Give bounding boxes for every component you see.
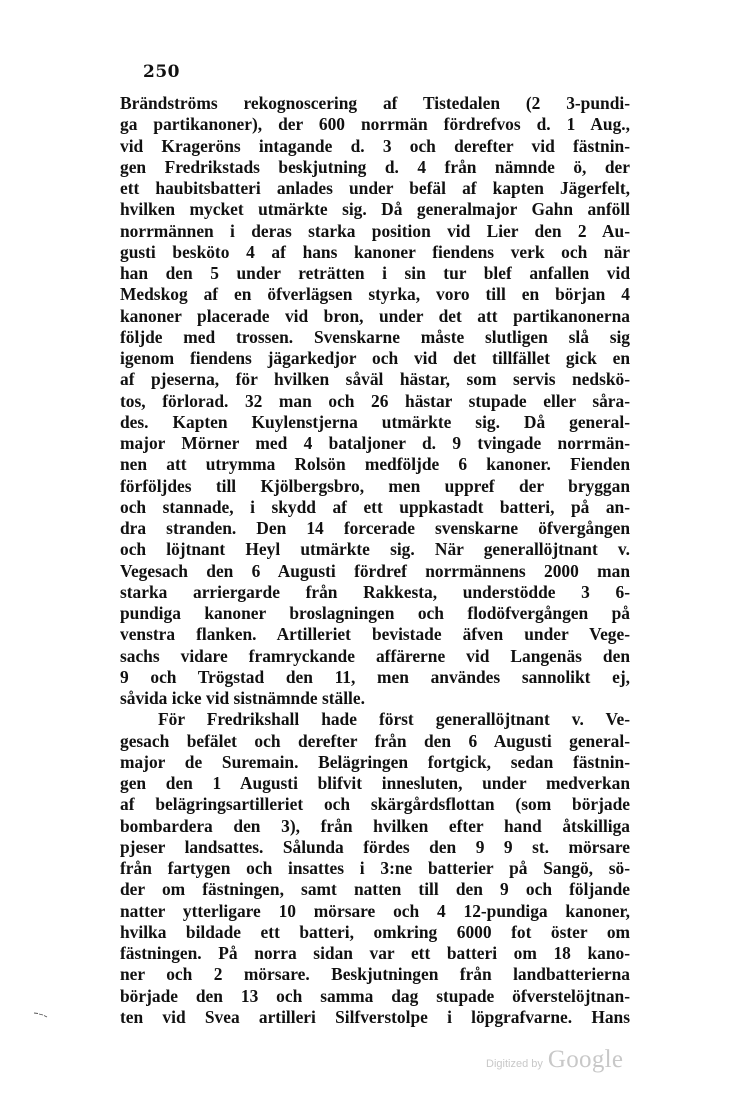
google-watermark	[486, 1046, 623, 1074]
text-line: från fartygen och insattes i 3:ne batterier på Sangö, sö-	[120, 858, 630, 878]
watermark-prefix: Digitized by	[486, 1058, 543, 1070]
google-logo: Google	[547, 1046, 624, 1073]
text-line: starka arriergarde från Rakkesta, understödde 3 6-	[120, 581, 630, 602]
text-line: nen att utrymma Rolsön medföljde 6 kanoner. Fienden	[120, 454, 630, 475]
text-line: ett haubitsbatteri anlades under befäl af kapten Jägerfelt,	[120, 178, 630, 198]
text-line: han den 5 under reträtten i sin tur blef anfallen vid	[120, 263, 630, 283]
text-line: ga partikanoner), der 600 norrmän fördrefvos d. 1 Aug.,	[120, 114, 630, 135]
scan-mark-icon	[34, 1012, 48, 1018]
text-line: 9 och Trögstad den 11, men användes sannolikt ej,	[120, 666, 630, 687]
text-line: och löjtnant Heyl utmärkte sig. När generallöjtnant v.	[120, 539, 630, 560]
text-line: vid Krageröns intagande d. 3 och derefter vid fästnin-	[120, 135, 630, 156]
text-line: af pjeserna, för hvilken såväl hästar, som servis nedskö-	[120, 369, 630, 390]
text-line: sachs vidare framryckande affärerne vid Langenäs den	[120, 645, 630, 666]
text-line: bombardera den 3), från hvilken efter hand åtskilliga	[120, 815, 630, 836]
text-line: major de Suremain. Belägringen fortgick, sedan fästnin-	[120, 751, 630, 772]
text-line: Brändströms rekognoscering af Tistedalen (2 3-pundi-	[120, 93, 630, 113]
text-line: pundiga kanoner broslagningen och flodöfvergången på	[120, 603, 630, 623]
text-line: hvilken mycket utmärkte sig. Då generalmajor Gahn anföll	[120, 199, 630, 220]
text-line: gesach befälet och derefter från den 6 Augusti general-	[120, 730, 630, 751]
text-line: såvida icke vid sistnämnde ställe.	[120, 688, 365, 708]
text-line: ner och 2 mörsare. Beskjutningen från landbatterierna	[120, 964, 630, 985]
text-line: gusti besköto 4 af hans kanoner fiendens verk och när	[120, 241, 630, 262]
text-line: dra stranden. Den 14 forcerade svenskarne öfvergången	[120, 518, 630, 538]
text-line: Medskog af en öfverlägsen styrka, voro till en början 4	[120, 284, 630, 305]
text-line: venstra flanken. Artilleriet bevistade äfven under Vege-	[120, 624, 630, 645]
text-line: började den 13 och samma dag stupade öfverstelöjtnan-	[120, 985, 630, 1006]
text-line: norrmännen i deras starka position vid Lier den 2 Au-	[120, 220, 630, 241]
text-line: gen Fredrikstads beskjutning d. 4 från nämnde ö, der	[120, 156, 630, 177]
text-line: major Mörner med 4 bataljoner d. 9 tvingade norrmän-	[120, 433, 630, 453]
text-line: och stannade, i skydd af ett uppkastadt batteri, på an-	[120, 496, 630, 517]
text-line: tos, förlorad. 32 man och 26 hästar stupade eller såra-	[120, 390, 630, 411]
text-line: der om fästningen, samt natten till den 9 och följande	[120, 879, 630, 900]
text-line: igenom fiendens jägarkedjor och vid det tillfället gick en	[120, 348, 630, 368]
text-line: För Fredrikshall hade först generallöjtnant v. Ve-	[158, 709, 630, 730]
text-line: gen den 1 Augusti blifvit innesluten, under medverkan	[120, 773, 630, 793]
text-line: kanoner placerade vid bron, under det att partikanonerna	[120, 305, 630, 326]
text-line: ten vid Svea artilleri Silfverstolpe i löpgrafvarne. Hans	[120, 1006, 630, 1027]
text-line: fästningen. På norra sidan var ett batteri om 18 kano-	[120, 943, 630, 963]
text-line: följde med trossen. Svenskarne måste slutligen slå sig	[120, 326, 630, 347]
text-line: förföljdes till Kjölbergsbro, men uppref der bryggan	[120, 475, 630, 496]
text-line: pjeser landsattes. Sålunda fördes den 9 9 st. mörsare	[120, 836, 630, 857]
text-line: af belägringsartilleriet och skärgårdsflottan (som började	[120, 794, 630, 815]
body-text	[120, 93, 630, 1028]
text-line: natter ytterligare 10 mörsare och 4 12-pundiga kanoner,	[120, 900, 630, 921]
text-line: des. Kapten Kuylenstjerna utmärkte sig. Då general-	[120, 411, 630, 432]
page-number: 250	[143, 62, 180, 82]
text-line: Vegesach den 6 Augusti fördref norrmännens 2000 man	[120, 560, 630, 581]
text-line: hvilka bildade ett batteri, omkring 6000 fot öster om	[120, 921, 630, 942]
